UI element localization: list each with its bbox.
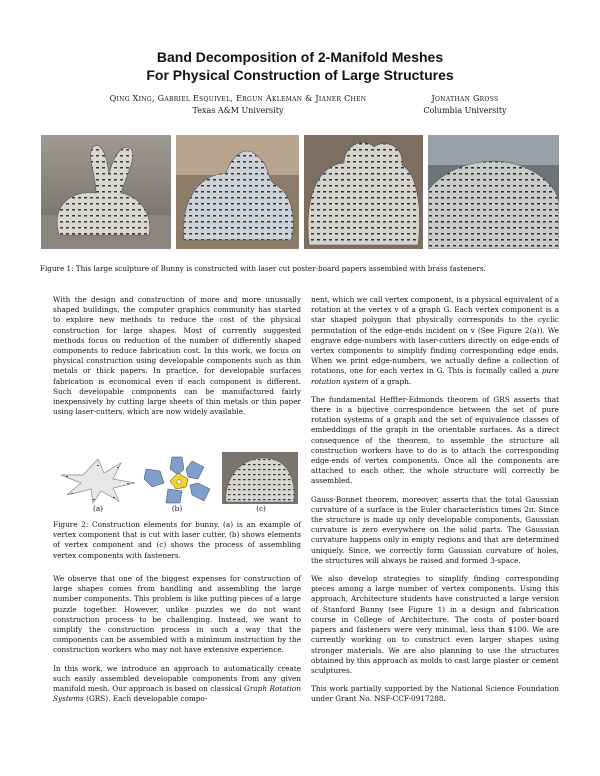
figure1-photo-1 xyxy=(41,135,171,249)
figure1-photo-3 xyxy=(304,135,423,249)
left-paragraph-2: We observe that one of the biggest expenses for construction of large shapes comes from handling and assembling the large number components. This problem is like putting pieces of a large puzzle together. However, unlike puzzles we do not want construction process to be challenging. Instead, we want to simplify the construction process in such a way that the components can be assembled with a minimum instruction by the construction workers who may not have extensive experience. xyxy=(53,574,301,655)
figure2-b-image xyxy=(142,455,214,509)
right-paragraph-1-text-a: nent, which we call vertex component, is a physical equivalent of a rotation at the vertex v of a graph G. Each vertex component is a star shaped polygon that physically corresponds to the cyclic permutation of the edge-ends incident on v (See Figure 2(a)). We engrave edge-numbers with laser-cutters directly on edge-ends of vertex components to simplify finding corresponding edge ends. When we print edge-numbers, we actually define a collection of rotations, one for each vertex in G. This is formally called a xyxy=(311,295,559,376)
right-paragraph-3: Gauss-Bonnet theorem, moreover, asserts that the total Gaussian curvature of a surface is the Euler characteristics times 2π. Since the structure is made up only developable components, Gaussian curvature is zero everywhere on the solid parts. The Gaussian curvature happens only in empty regions and that are determined uniquely. Since, we correctly form Gaussian curvature of holes, the structures will always be raised and formed 3-space. xyxy=(311,494,559,565)
right-paragraph-2: The fundamental Heffter-Edmonds theorem of GRS asserts that there is a bijective correspondence between the set of pure rotation systems of a graph and the set of equivalence classes of embeddings of the graph in the orientable surfaces. As a direct consequence of the theorem, to assemble the structure all construction workers have to do is to attach the corresponding edge-ends of vertex components. Once all the components are attached to each other, the whole structure will correctly be assembled. xyxy=(311,394,559,486)
right-paragraph-1-emphasis: pure rotation system xyxy=(311,366,559,386)
author-name-second: Jonathan Gross xyxy=(431,94,499,103)
left-paragraph-3-text-a: In this work, we introduce an approach to automatically create such easily assembled developable components from any given manifold mesh. Our approach is based on classical xyxy=(53,663,301,694)
figure2-label-b: (b) xyxy=(171,504,183,513)
figure2-a-image xyxy=(57,455,139,509)
right-column xyxy=(311,295,559,713)
right-paragraph-1 xyxy=(311,295,559,387)
left-column xyxy=(53,295,301,425)
left-paragraph-3 xyxy=(53,664,301,705)
author-affiliation-second: Columbia University xyxy=(423,106,507,115)
paper-title-line-1: Band Decomposition of 2-Manifold Meshes xyxy=(156,49,444,65)
figure2-caption: Figure 2: Construction elements for bunny. (a) is an example of vertex component that is cut with laser cutter, (b) shows elements of vertex component and (c) shows the process of assembling vertex components with fasteners. xyxy=(53,520,301,560)
right-paragraph-4: We also develop strategies to simplify finding corresponding pieces among a large number of vertex components. Using this approach, Architecture students have constructed a large version of Stanford Bunny (see Figure 1) in a design and fabrication course in College of Architecture. The costs of poster-board papers and fasteners were very minimal, less than $100. We are currently working on to construct even larger shapes using stronger materials. We are also planning to use the structures obtained by this approach as molds to cast large plaster or cement sculptures. xyxy=(311,574,559,675)
left-paragraph-1: With the design and construction of more and more unusually shaped buildings, the computer graphics community has started to explore new methods to reduce the cost of the physical construction for large shapes. Most of currently suggested methods focus on reduction of the number of differently shaped components to reduce fabrication cost. In this work, we focus on physical construction using developable components such as thin metals or thick papers. In practice, for developable surfaces fabrication is economical even if each component is different. Such developable components can be manufactured fairly inexpensively by cutting large sheets of thin metals or thin paper using laser-cutters, which are now widely available. xyxy=(53,295,301,417)
author-block-main xyxy=(78,93,398,117)
author-affiliation: Texas A&M University xyxy=(192,106,284,115)
figure2-c-image xyxy=(222,452,298,508)
left-paragraph-3-emphasis: Graph Rotation Systems xyxy=(53,684,301,704)
figure1-caption: Figure 1: This large sculpture of Bunny is constructed with laser cut poster-board papers assembled with brass fasteners. xyxy=(40,264,486,273)
figure2-label-a: (a) xyxy=(92,504,104,513)
right-paragraph-1-text-b: of a graph. xyxy=(368,376,412,386)
left-paragraph-3-text-b: (GRS). Each developable compo- xyxy=(83,694,208,704)
figure1-photo-4 xyxy=(428,135,559,249)
paper-title-line-2: For Physical Construction of Large Structures xyxy=(146,67,454,83)
right-paragraph-5: This work partially supported by the National Science Foundation under Grant No. NSF-CCF-0917288. xyxy=(311,684,559,704)
author-block-second xyxy=(405,93,525,117)
figure2-label-c: (c) xyxy=(256,504,266,513)
author-names: Qing Xing, Gabriel Esquivel, Ergun Akleman & Jianer Chen xyxy=(109,94,367,103)
left-column-lower xyxy=(53,574,301,712)
figure1-photo-2 xyxy=(176,135,299,249)
